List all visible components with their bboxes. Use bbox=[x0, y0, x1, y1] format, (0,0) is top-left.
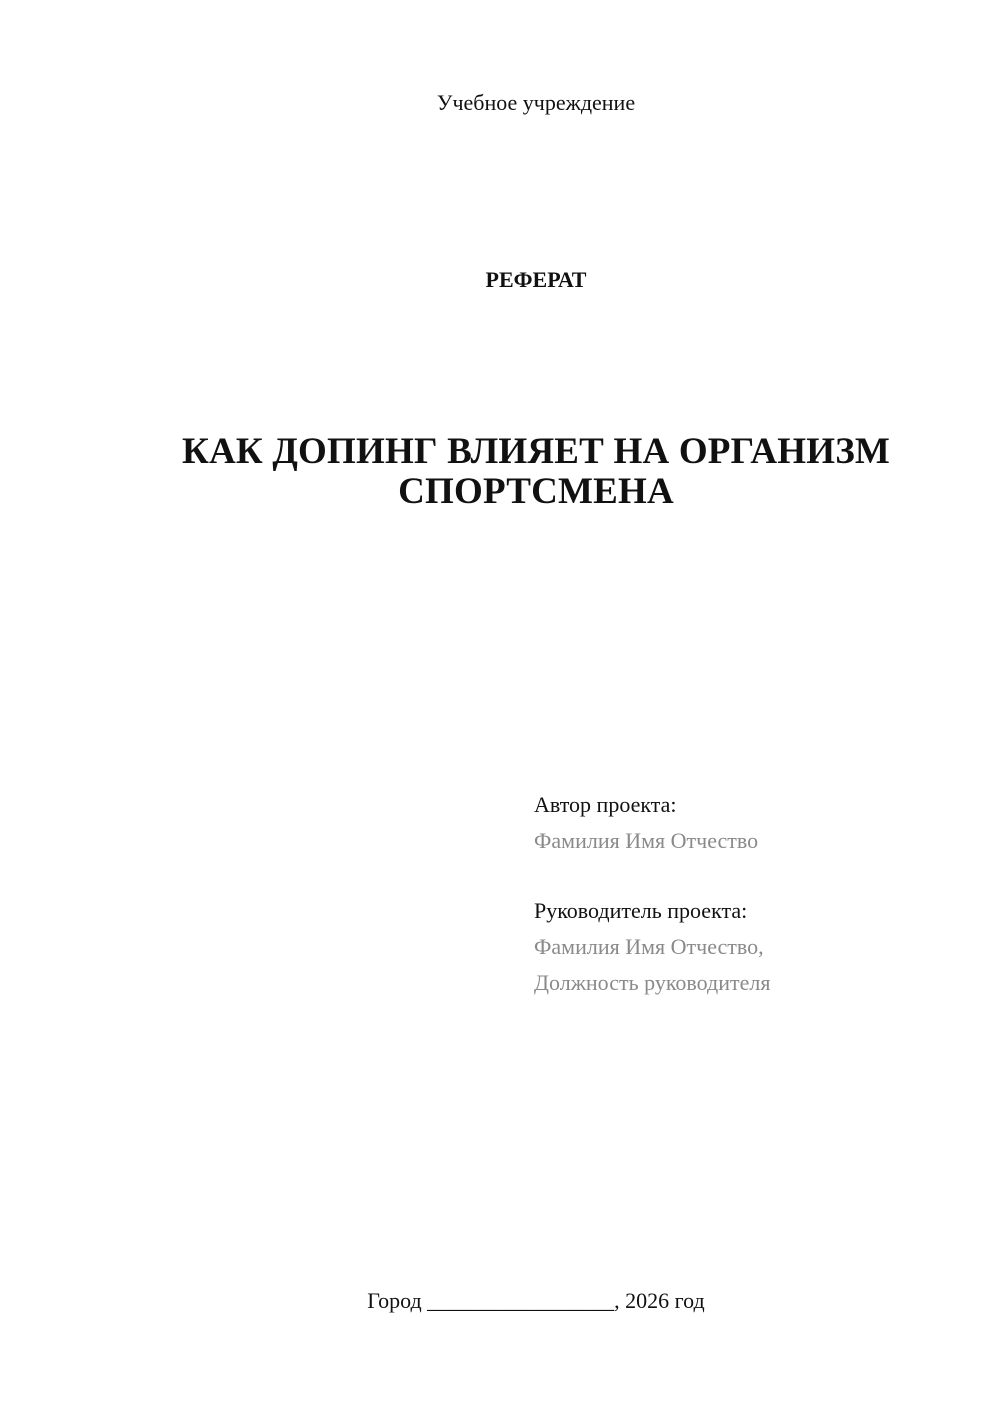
city-blank: _________________ bbox=[427, 1288, 615, 1313]
document-type: РЕФЕРАТ bbox=[485, 267, 587, 292]
supervisor-name: Фамилия Имя Отчество, bbox=[534, 934, 764, 959]
document-title bbox=[0, 432, 1000, 512]
year-text: , 2026 год bbox=[614, 1288, 705, 1313]
footer-city-year bbox=[0, 1288, 1000, 1314]
title-line-1: КАК ДОПИНГ ВЛИЯЕТ НА ОРГАНИЗМ bbox=[181, 431, 891, 472]
supervisor-position: Должность руководителя bbox=[534, 970, 771, 995]
title-line-2: СПОРТСМЕНА bbox=[398, 471, 674, 512]
author-label: Автор проекта: bbox=[534, 792, 677, 817]
supervisor-label: Руководитель проекта: bbox=[534, 898, 748, 923]
info-spacer bbox=[534, 859, 770, 893]
authors-block bbox=[534, 787, 770, 1001]
institution-name: Учебное учреждение bbox=[436, 90, 636, 115]
city-label: Город bbox=[367, 1288, 422, 1313]
author-name: Фамилия Имя Отчество bbox=[534, 828, 759, 853]
